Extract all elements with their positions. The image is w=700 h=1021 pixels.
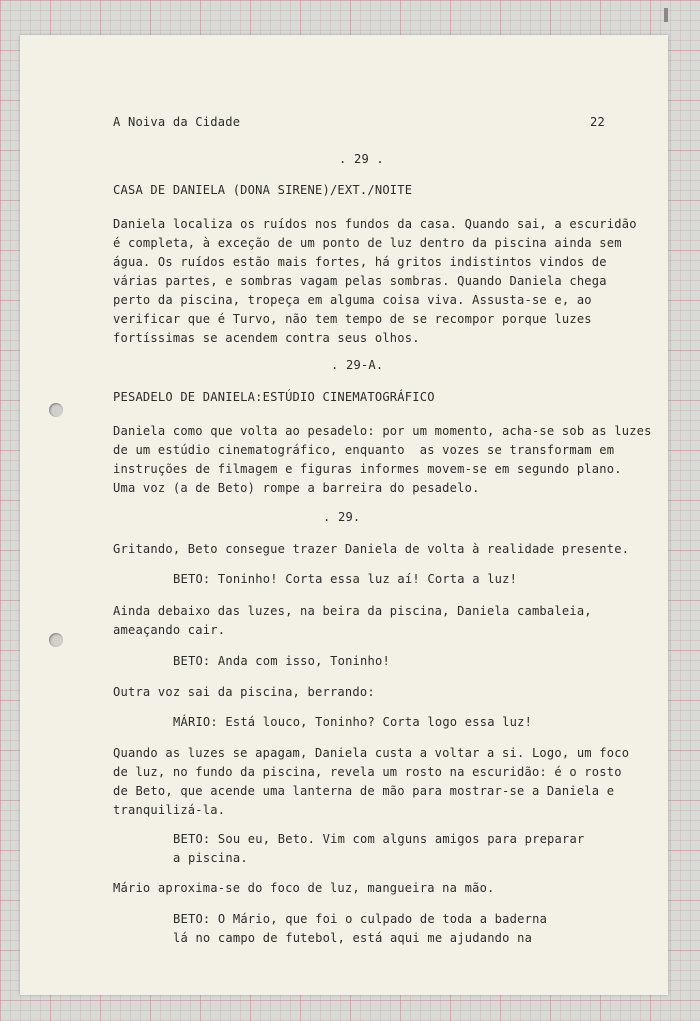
action-line: de um estúdio cinematográfico, enquanto as vozes se transformam em [113,443,615,457]
action-line: de Beto, que acende uma lanterna de mão para mostrar-se a Daniela e [113,784,615,798]
action-line: Daniela localiza os ruídos nos fundos da casa. Quando sai, a escuridão [113,217,637,231]
action-line: tranquilizá-la. [113,803,226,817]
paper-edge-mark [664,8,668,22]
script-page [20,35,668,995]
action-line: Quando as luzes se apagam, Daniela custa a voltar a si. Logo, um foco [113,746,630,760]
page-number: 22 [590,115,605,129]
action-line: várias partes, e sombras vagam pelas sombras. Quando Daniela chega [113,274,607,288]
action-line: Gritando, Beto consegue trazer Daniela de volta à realidade presente. [113,542,630,556]
action-line: Uma voz (a de Beto) rompe a barreira do pesadelo. [113,481,480,495]
action-line: verificar que é Turvo, não tem tempo de se recompor porque luzes [113,312,592,326]
dialogue-line: a piscina. [173,851,248,865]
scene-number: . 29-A. [331,358,384,372]
action-line: perto da piscina, tropeça em alguma coisa viva. Assusta-se e, ao [113,293,592,307]
dialogue-line: BETO: Anda com isso, Toninho! [173,654,390,668]
action-line: ameaçando cair. [113,623,226,637]
action-line: é completa, à exceção de um ponto de luz dentro da piscina ainda sem [113,236,622,250]
binder-hole [49,633,63,647]
binder-hole [49,403,63,417]
action-line: fortíssimas se acendem contra seus olhos. [113,331,420,345]
scene-heading: PESADELO DE DANIELA:ESTÚDIO CINEMATOGRÁFICO [113,390,435,404]
dialogue-line: BETO: Sou eu, Beto. Vim com alguns amigos para preparar [173,832,585,846]
dialogue-line: BETO: O Mário, que foi o culpado de toda a baderna [173,912,548,926]
action-line: Daniela como que volta ao pesadelo: por um momento, acha-se sob as luzes [113,424,652,438]
scene-heading: CASA DE DANIELA (DONA SIRENE)/EXT./NOITE [113,183,413,197]
scene-number: . 29 . [339,152,384,166]
scene-number: . 29. [323,510,361,524]
action-line: Outra voz sai da piscina, berrando: [113,685,375,699]
dialogue-line: MÁRIO: Está louco, Toninho? Corta logo essa luz! [173,715,533,729]
dialogue-line: lá no campo de futebol, está aqui me ajudando na [173,931,533,945]
action-line: água. Os ruídos estão mais fortes, há gritos indistintos vindos de [113,255,607,269]
running-title: A Noiva da Cidade [113,115,241,129]
action-line: Ainda debaixo das luzes, na beira da piscina, Daniela cambaleia, [113,604,592,618]
action-line: Mário aproxima-se do foco de luz, mangueira na mão. [113,881,495,895]
action-line: de luz, no fundo da piscina, revela um rosto na escuridão: é o rosto [113,765,622,779]
dialogue-line: BETO: Toninho! Corta essa luz aí! Corta a luz! [173,572,518,586]
action-line: instruções de filmagem e figuras informes movem-se em segundo plano. [113,462,622,476]
